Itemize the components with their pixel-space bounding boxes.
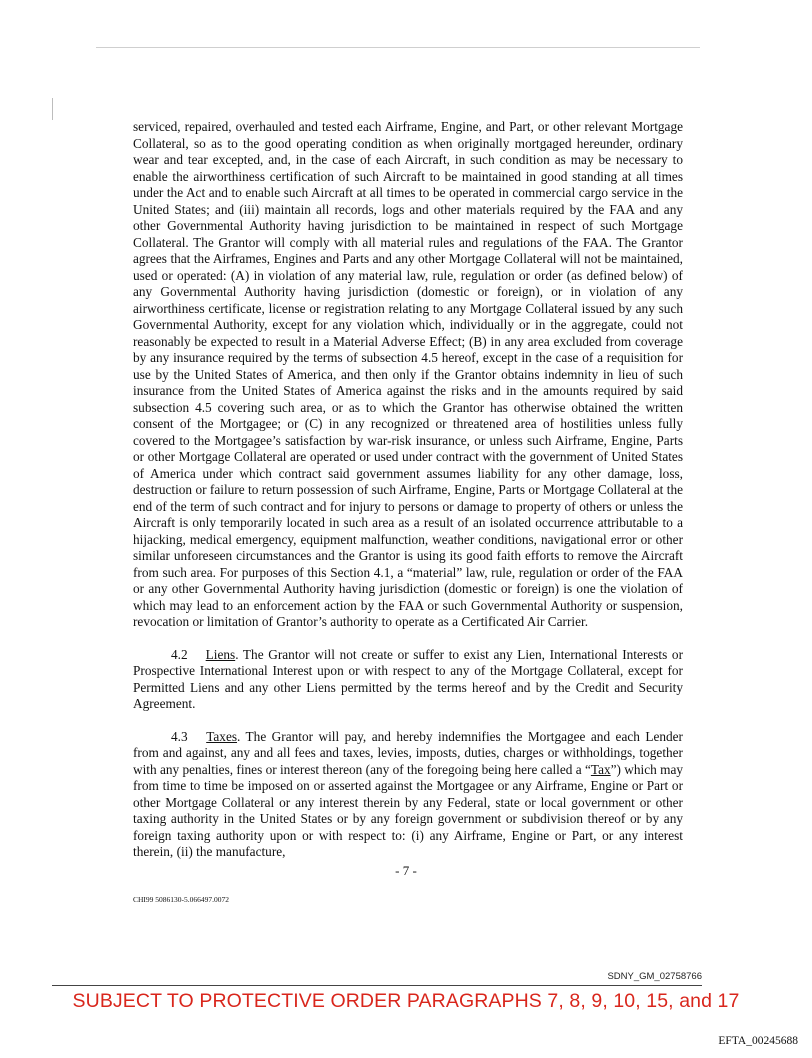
header-rule	[96, 47, 700, 48]
section-heading: Taxes	[206, 728, 238, 744]
section-number: 4.3	[171, 728, 188, 744]
document-body	[133, 119, 683, 877]
section-4-2-liens	[133, 647, 683, 713]
footer-rule	[52, 985, 702, 986]
section-4-3-taxes	[133, 729, 683, 861]
section-number: 4.2	[171, 646, 188, 662]
footer-document-code: CHI99 5086130-5.066497.0072	[133, 895, 230, 904]
section-text: . The Grantor will pay, and hereby indemnifies the Mortgagee and each Lender from and against, any and all fees and taxes, levies, imposts, duties, charges or withholdings, together with any penalties, fines or interest thereon (any of the foregoing being here called a “	[133, 728, 683, 777]
defined-term: Tax	[590, 761, 611, 777]
paragraph-continuation: serviced, repaired, overhauled and tested each Airframe, Engine, and Part, or other relevant Mortgage Collateral, so as to the good operating condition as when originally mortgaged hereunder, ordinary wear and tear excepted, and, in the case of each Aircraft, in such condition as may be necessary to enable the airworthiness certification of such Aircraft to be maintained in good standing at all times under the Act and to enable such Aircraft at all times to be operated in commercial cargo service in the United States; and (iii) maintain all records, logs and other materials required by the FAA and any other Governmental Authority having jurisdiction to be maintained in respect of such Mortgage Collateral. The Grantor will comply with all material rules and regulations of the FAA. The Grantor agrees that the Airframes, Engines and Parts and any other Mortgage Collateral will not be maintained, used or operated: (A) in violation of any material law, rule, regulation or order (as defined below) of any Governmental Authority having jurisdiction (domestic or foreign), or in violation of any airworthiness certificate, license or registration relating to any Mortgage Collateral issued by any such Governmental Authority, except for any violation which, individually or in the aggregate, could not reasonably be expected to result in a Material Adverse Effect; (B) in any area excluded from coverage by any insurance required by the terms of subsection 4.5 hereof, except in the case of a requisition for use by the United States of America, and then only if the Grantor obtains indemnity in lieu of such insurance from the United States of America against the risks and in the amounts required by said subsection 4.5 covering such area, or as to which the Grantor has otherwise obtained the written consent of the Mortgagee; or (C) in any recognized or threatened area of hostilities unless fully covered to the Mortgagee’s satisfaction by war-risk insurance, or unless such Airframe, Engine, Parts or other Mortgage Collateral are operated or used under contract with the government of United States of America under which contract said government assumes liability for any other damage, loss, destruction or failure to return possession of such Airframe, Engine, Parts or Mortgage Collateral at the end of the term of such contract and for injury to persons or damage to property of others or unless the Aircraft is only temporarily located in such area as a result of an isolated occurrence attributable to a hijacking, medical emergency, equipment malfunction, weather conditions, navigational error or other similar unforeseen circumstances and the Grantor is using its good faith efforts to remove the Aircraft from such area. For purposes of this Section 4.1, a “material” law, rule, regulation or order of the FAA or any other Governmental Authority having jurisdiction (domestic or foreign) is one the violation of which may lead to an enforcement action by the FAA or such Governmental Authority or suspension, revocation or limitation of Grantor’s authority to operate as a Certificated Air Carrier.	[133, 119, 683, 629]
efta-number: EFTA_00245688	[718, 1035, 798, 1047]
protective-order-banner: SUBJECT TO PROTECTIVE ORDER PARAGRAPHS 7, 8, 9, 10, 15, and 17	[72, 990, 740, 1012]
page-number: - 7 -	[395, 863, 417, 878]
section-text-continued: ”) which may from time to time be imposed on or asserted against the Mortgagee or any Airframe, Engine or Part or other Mortgage Collateral or any interest therein by any Federal, state or local government or other taxing authority in the United States or by any foreign government or subdivision thereof or by any foreign taxing authority upon or with respect to: (i) any Airframe, Engine or Part, or any interest therein, (ii) the manufacture,	[133, 761, 683, 859]
bates-number: SDNY_GM_02758766	[607, 971, 702, 982]
section-heading: Liens	[205, 646, 236, 662]
margin-mark	[52, 98, 53, 120]
section-text: . The Grantor will not create or suffer to exist any Lien, International Interests or Prospective International Interest upon or with respect to any of the Mortgage Collateral, except for Permitted Liens and any other Liens permitted by the terms hereof and by the Credit and Security Agreement.	[133, 646, 683, 711]
